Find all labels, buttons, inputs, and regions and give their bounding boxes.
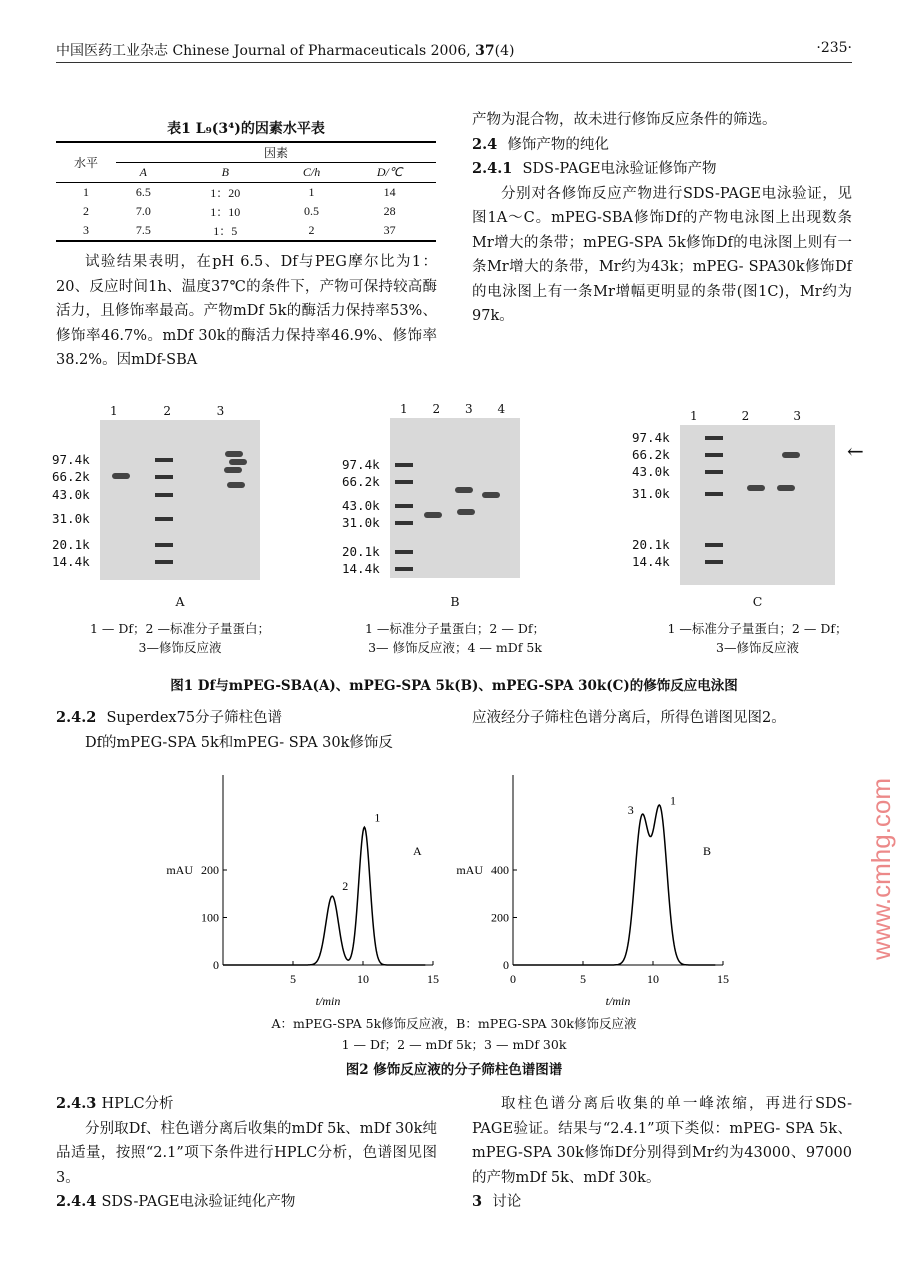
table-cell: 28 [383, 204, 396, 218]
table-cell: 6.5 [135, 185, 151, 199]
lane-number: 1 [110, 404, 118, 418]
col-header: C/h [302, 165, 321, 179]
paragraph-2-4-2: Df的mPEG-SPA 5k和mPEG- SPA 30k修饰反 [85, 734, 393, 751]
heading-3: 3 讨论 [472, 1193, 522, 1210]
marker-band [705, 560, 723, 564]
marker-band [395, 463, 413, 467]
right-bottom [472, 1092, 852, 1215]
gel-legend: 1 —标准分子量蛋白；2 — Df； [667, 621, 848, 636]
right-column-top [472, 108, 852, 329]
y-tick-label: 0 [213, 958, 219, 972]
x-tick-label: 0 [510, 972, 516, 986]
panel-label: B [450, 594, 460, 609]
marker-band [395, 550, 413, 554]
arrow-icon: ← [847, 439, 864, 463]
table-cell: 2 [308, 223, 315, 237]
sample-band [457, 509, 475, 515]
table-cell: 0.5 [304, 204, 320, 218]
table-row [56, 202, 436, 221]
gel-legend: 1 —标准分子量蛋白；2 — Df； [365, 621, 545, 636]
marker-band [705, 453, 723, 457]
sample-band [424, 512, 442, 518]
heading-2-4-4: 2.4.4 SDS-PAGE电泳验证纯化产物 [56, 1193, 296, 1210]
table-cell: 14 [383, 185, 396, 199]
left-2-4-2 [56, 706, 437, 755]
col-header: D/℃ [376, 165, 403, 179]
mw-marker-label: 43.0k [632, 464, 670, 479]
mw-marker-label: 20.1k [52, 537, 90, 552]
sample-band [747, 485, 765, 491]
table-cell: 1：10 [210, 205, 241, 219]
x-tick-label: 5 [290, 972, 296, 986]
mw-marker-label: 20.1k [342, 544, 380, 559]
panel-label: C [752, 594, 763, 609]
lane-number: 1 [400, 402, 408, 416]
mw-marker-label: 66.2k [52, 469, 90, 484]
heading-2-4-3: 2.4.3 HPLC分析 [56, 1095, 174, 1112]
heading-2-4: 2.4 修饰产物的纯化 [472, 135, 609, 153]
page-number: ·235· [816, 40, 852, 56]
gel-legend: 3—修饰反应液 [716, 640, 799, 655]
figure-2-subcaption-1: A：mPEG-SPA 5k修饰反应液，B：mPEG-SPA 30k修饰反应液 [271, 1016, 637, 1031]
marker-band [155, 493, 173, 497]
sample-band [225, 451, 243, 457]
gel-legend: 3— 修饰反应液；4 — mDf 5k [368, 640, 542, 655]
marker-band [155, 458, 173, 462]
sample-band [482, 492, 500, 498]
table-row [56, 183, 436, 203]
table-cell: 1：20 [210, 186, 241, 200]
mw-marker-label: 20.1k [632, 537, 670, 552]
marker-band [395, 567, 413, 571]
mw-marker-label: 14.4k [632, 554, 670, 569]
marker-band [155, 517, 173, 521]
marker-band [705, 436, 723, 440]
table-cell: 2 [83, 204, 89, 218]
paragraph-2-4-4: 取柱色谱分离后收集的单一峰浓缩，再进行SDS-PAGE验证。结果与“2.4.1”项下类似：mPEG- SPA 5k、mPEG-SPA 30k修饰Df分别得到Mr约为43000、97000的产物mDf 5k、mDf 30k。 [472, 1096, 852, 1186]
figure-2-caption: 图2 修饰反应液的分子筛柱色谱图谱 [345, 1062, 563, 1078]
mw-marker-label: 97.4k [52, 452, 90, 467]
col-group-factor: 因素 [116, 142, 436, 163]
table-title: 表1 L₉(3⁴)的因素水平表 [167, 121, 325, 137]
sample-band [777, 485, 795, 491]
paragraph-2-4-3: 分别取Df、柱色谱分离后收集的mDf 5k、mDf 30k纯品适量，按照“2.1”项下条件进行HPLC分析，色谱图见图3。 [56, 1120, 437, 1186]
col-header: A [139, 165, 147, 179]
peak-label: 2 [342, 879, 349, 894]
y-tick-label: 400 [491, 863, 509, 877]
lane-number: 4 [497, 402, 506, 416]
peak-label: 1 [374, 810, 381, 825]
mw-marker-label: 14.4k [52, 554, 90, 569]
panel-label: A [413, 843, 422, 858]
peak-label: 3 [627, 803, 634, 818]
x-axis-label: t/min [315, 994, 341, 1008]
lane-number: 2 [741, 409, 750, 423]
gel-image-C [680, 425, 835, 585]
lane-number: 2 [432, 402, 441, 416]
figure-2-chromatograms [150, 760, 770, 1010]
table-cell: 1 [308, 185, 315, 199]
y-axis-label: mAU [166, 863, 193, 877]
mw-marker-label: 31.0k [632, 486, 670, 501]
sample-band [455, 487, 473, 493]
mw-marker-label: 66.2k [342, 474, 380, 489]
sample-band [782, 452, 800, 458]
marker-band [395, 521, 413, 525]
factor-level-table [56, 141, 436, 242]
results-paragraph: 试验结果表明，在pH 6.5、Df与PEG摩尔比为1：20、反应时间1h、温度37℃的条件下，产物可保持较高酶活力，且修饰率最高。产物mDf 5k的酶活力保持率53%、修饰率46.7%。mDf 30k的酶活力保持率46.9%、修饰率38.2%。因mDf-SBA [56, 254, 437, 368]
x-tick-label: 15 [427, 972, 439, 986]
x-tick-label: 5 [580, 972, 586, 986]
volume: 37 [475, 43, 495, 59]
table-cell: 7.0 [135, 204, 151, 218]
mw-marker-label: 97.4k [632, 430, 670, 445]
gel-image-A [100, 420, 260, 580]
sample-band [112, 473, 130, 479]
figure-2-subcaption-2: 1 — Df；2 — mDf 5k；3 — mDf 30k [341, 1037, 567, 1052]
running-header [56, 40, 514, 60]
table-cell: 1 [83, 185, 89, 199]
x-tick-label: 15 [717, 972, 729, 986]
heading-2-4-2: 2.4.2 Superdex75分子筛柱色谱 [56, 709, 283, 726]
marker-band [395, 504, 413, 508]
paragraph-2-4-1: 分别对各修饰反应产物进行SDS-PAGE电泳验证，见图1A～C。mPEG-SBA修饰Df的产物电泳图上出现数条Mr增大的条带；mPEG-SPA 5k修饰Df的电泳图上则有一条Mr增大的条带，Mr约为43k；mPEG- SPA30k修饰Df的电泳图上有一条Mr增幅更明显的条带(图1C)，Mr约为97k。 [472, 185, 852, 324]
mw-marker-label: 43.0k [342, 498, 380, 513]
table-row [56, 221, 436, 241]
marker-band [705, 470, 723, 474]
y-tick-label: 200 [201, 863, 219, 877]
journal-name: 中国医药工业杂志 Chinese Journal of Pharmaceuticals 2006, [56, 43, 476, 59]
gel-legend: 3—修饰反应液 [138, 640, 222, 655]
col-header-level: 水平 [56, 142, 116, 183]
paragraph-2-4-2-cont: 应液经分子筛柱色谱分离后，所得色谱图见图2。 [472, 710, 786, 726]
left-bottom [56, 1092, 437, 1215]
x-tick-label: 10 [357, 972, 369, 986]
sample-band [224, 467, 242, 473]
marker-band [705, 492, 723, 496]
x-axis-label: t/min [605, 994, 631, 1008]
lane-number: 3 [465, 402, 473, 416]
marker-band [155, 543, 173, 547]
y-tick-label: 0 [503, 958, 509, 972]
x-tick-label: 10 [647, 972, 659, 986]
mw-marker-label: 43.0k [52, 487, 90, 502]
sample-band [227, 482, 245, 488]
mw-marker-label: 97.4k [342, 457, 380, 472]
lane-number: 3 [793, 409, 801, 423]
heading-2-4-1: 2.4.1 SDS-PAGE电泳验证修饰产物 [472, 160, 717, 177]
gel-image-B [390, 418, 520, 578]
continued-text: 产物为混合物，故未进行修饰反应条件的筛选。 [472, 112, 777, 128]
figure-1-caption: 图1 Df与mPEG-SBA(A)、mPEG-SPA 5k(B)、mPEG-SPA 30k(C)的修饰反应电泳图 [170, 678, 738, 694]
chromatogram-trace [513, 805, 715, 965]
gel-legend: 1 — Df；2 —标准分子量蛋白； [90, 621, 270, 636]
y-tick-label: 100 [201, 910, 219, 925]
table-cell: 37 [383, 223, 396, 237]
y-tick-label: 200 [491, 910, 509, 925]
mw-marker-label: 31.0k [342, 515, 380, 530]
issue: (4) [494, 43, 515, 59]
table-cell: 3 [83, 223, 89, 237]
col-header: B [221, 165, 229, 179]
table-cell: 7.5 [135, 223, 151, 237]
mw-marker-label: 14.4k [342, 561, 380, 576]
mw-marker-label: 31.0k [52, 511, 90, 526]
lane-number: 3 [216, 404, 225, 418]
lane-number: 2 [163, 404, 171, 418]
peak-label: 1 [670, 793, 676, 808]
marker-band [395, 480, 413, 484]
sample-band [229, 459, 247, 465]
panel-label: B [703, 843, 712, 858]
lane-number: 1 [690, 409, 698, 423]
y-axis-label: mAU [456, 863, 483, 877]
chromatogram-trace [223, 827, 425, 965]
marker-band [705, 543, 723, 547]
marker-band [155, 475, 173, 479]
table-cell: 1：5 [213, 224, 238, 238]
header-rule [56, 62, 852, 63]
mw-marker-label: 66.2k [632, 447, 670, 462]
marker-band [155, 560, 173, 564]
panel-label: A [175, 594, 185, 609]
watermark: www.cmhg.com [866, 777, 896, 960]
